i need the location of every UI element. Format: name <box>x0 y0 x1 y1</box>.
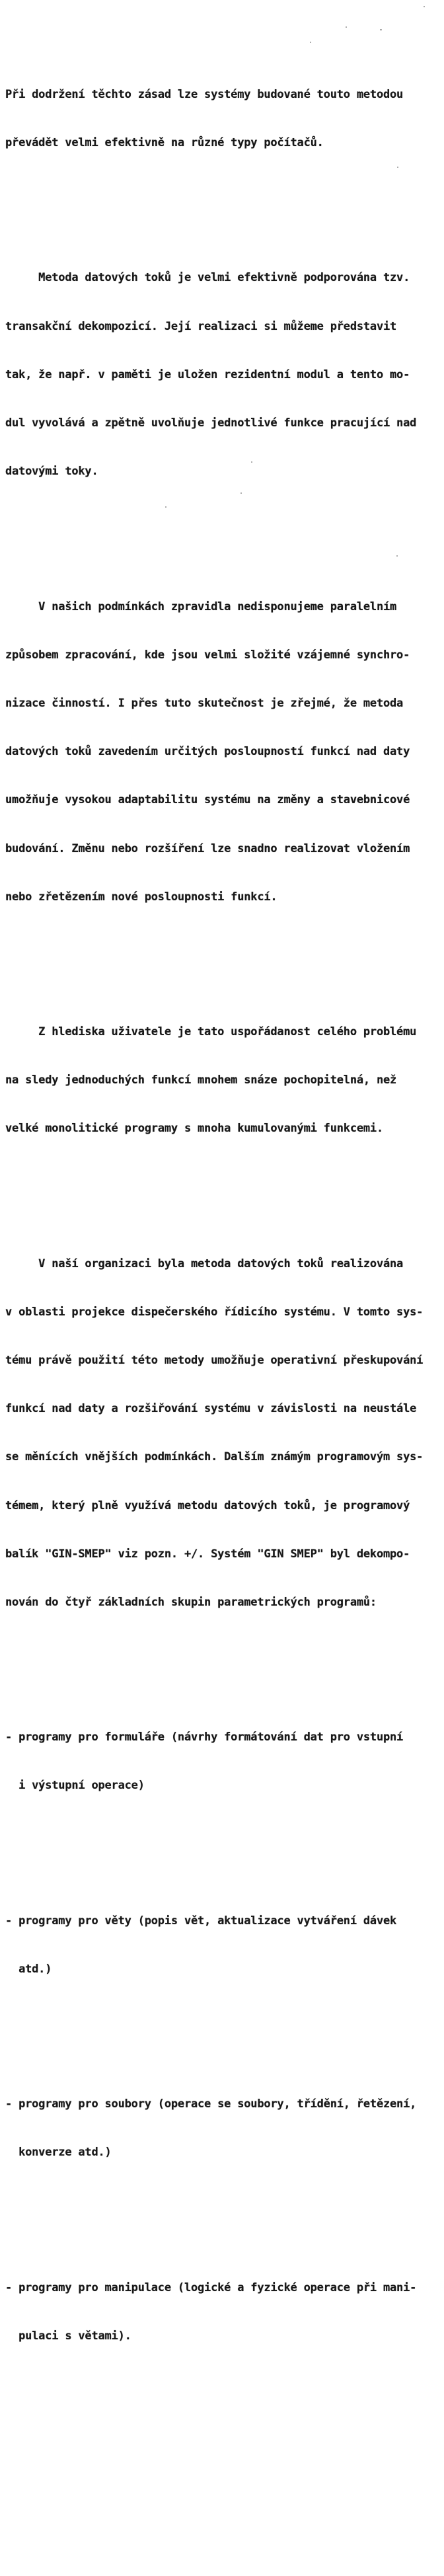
text-line: - programy pro soubory (operace se soubory, třídění, řetězení, <box>5 2097 417 2111</box>
text-line: V naší organizaci byla metoda datových toků realizována <box>5 1257 404 1270</box>
paragraph-5 <box>5 1224 443 1643</box>
text-line: - programy pro manipulace (logické a fyzické operace při mani- <box>5 2281 417 2294</box>
paragraph-4 <box>5 992 443 1169</box>
text-line: budování. Změnu nebo rozšíření lze snadno realizovat vložením <box>5 841 410 855</box>
bullet-item-3 <box>5 2064 443 2193</box>
bullet-item-2 <box>5 1881 443 2010</box>
text-line: - programy pro věty (popis vět, aktualizace vytváření dávek <box>5 1914 397 1928</box>
scan-speck <box>380 29 382 30</box>
text-line: funkcí nad daty a rozšiřování systému v závislosti na neustále <box>5 1402 417 1416</box>
text-line: témem, který plně využívá metodu datových toků, je programový <box>5 1499 410 1512</box>
text-line: transakční dekompozicí. Její realizaci si můžeme představit <box>5 319 397 333</box>
text-line: - programy pro formuláře (návrhy formátování dat pro vstupní <box>5 1731 404 1744</box>
text-line: i výstupní operace) <box>5 1779 145 1793</box>
text-line: dul vyvolává a zpětně uvolňuje jednotlivé funkce pracující nad <box>5 416 417 430</box>
text-line: Při dodržení těchto zásad lze systémy budované touto metodou <box>5 88 404 102</box>
text-line: způsobem zpracování, kde jsou velmi složité vzájemné synchro- <box>5 648 410 662</box>
text-line: nizace činností. I přes tuto skutečnost je zřejmé, že metoda <box>5 696 404 710</box>
text-line: konverze atd.) <box>5 2146 112 2160</box>
text-line: balík "GIN-SMEP" viz pozn. +/. Systém "GIN SMEP" byl dekompo- <box>5 1547 410 1561</box>
text-line: umožňuje vysokou adaptabilitu systému na změny a stavebnicové <box>5 793 410 807</box>
paragraph-2 <box>5 238 443 512</box>
bullet-item-4 <box>5 2247 443 2376</box>
scan-speck <box>397 167 398 168</box>
paragraph-1 <box>5 54 443 183</box>
scan-speck <box>165 506 166 508</box>
text-line: pulaci s větami). <box>5 2329 131 2343</box>
text-line: na sledy jednoduchých funkcí mnohem snáze pochopitelná, než <box>5 1073 397 1087</box>
text-line: v oblasti projekce dispečerského řídicího systému. V tomto sys- <box>5 1305 424 1319</box>
scan-speck <box>424 6 425 7</box>
text-line: velké monolitické programy s mnoha kumulovanými funkcemi. <box>5 1122 383 1136</box>
text-line: atd.) <box>5 1962 52 1976</box>
text-line: V našich podmínkách zpravidla nedisponujeme paralelním <box>5 600 397 613</box>
scan-speck <box>251 461 252 463</box>
scan-speck <box>240 492 242 494</box>
text-line: nován do čtyř základních skupin parametrických programů: <box>5 1596 377 1610</box>
text-line: Metoda datových toků je velmi efektivně podporována tzv. <box>5 271 410 285</box>
text-line: nebo zřetězením nové posloupnosti funkcí. <box>5 890 278 904</box>
text-line: datových toků zavedením určitých posloupností funkcí nad daty <box>5 745 410 759</box>
bullet-item-1 <box>5 1697 443 1826</box>
text-line: převádět velmi efektivně na různé typy počítačů. <box>5 136 324 150</box>
scan-speck <box>310 42 311 43</box>
scan-speck <box>396 555 398 557</box>
text-line: Z hlediska uživatele je tato uspořádanost celého problému <box>5 1025 417 1038</box>
text-line: datovými toky. <box>5 465 98 479</box>
paragraph-3 <box>5 566 443 937</box>
scan-speck <box>346 26 347 28</box>
text-line: tak, že např. v paměti je uložen rezidentní modul a tento mo- <box>5 368 410 381</box>
text-line: se měnících vnějších podmínkách. Dalším známým programovým sys- <box>5 1450 424 1464</box>
text-line: tému právě použití této metody umožňuje operativní přeskupování <box>5 1354 424 1368</box>
